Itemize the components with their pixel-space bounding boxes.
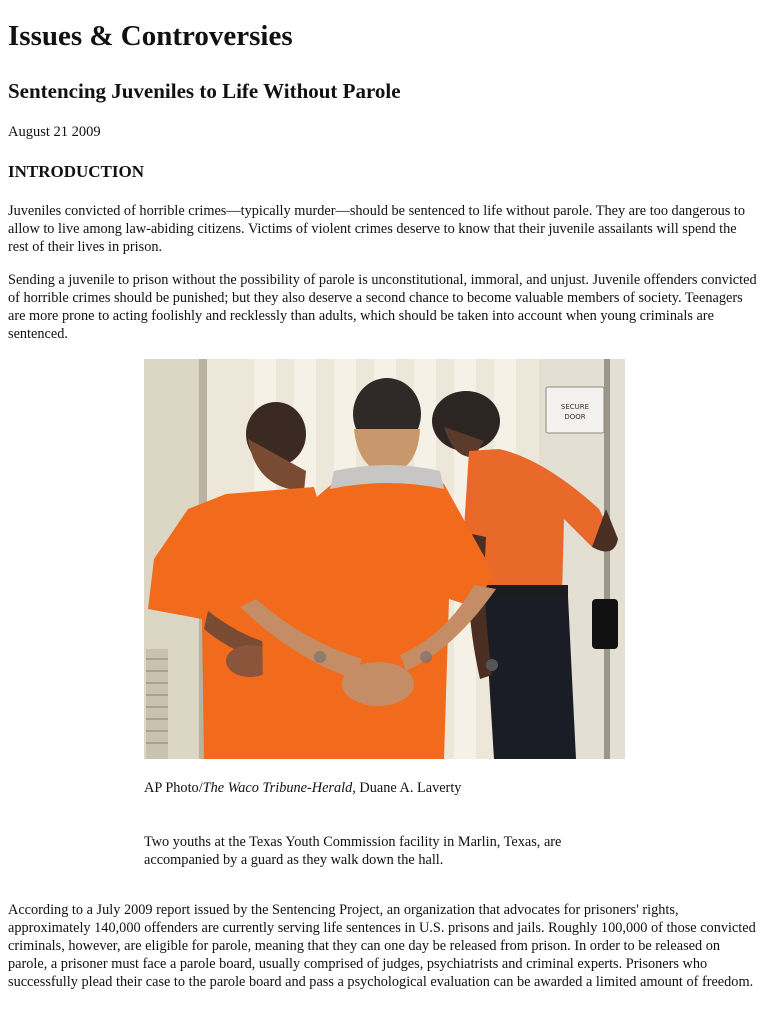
article-date: August 21 2009: [8, 124, 101, 140]
sign-line-2: DOOR: [564, 413, 586, 421]
paragraph-3: According to a July 2009 report issued by the Sentencing Project, an organization that advocates for prisoners' rights, approximately 140,000 offenders are currently serving life sentences in U.S. prisons and jails. Roughly 100,000 of those convicted criminals, however, are eligible for parole, meaning that they can one day be released from prison. In order to be released on parole, a prisoner must face a parole board, usually comprised of judges, psychiatrists and criminal experts. Prisoners who successfully plead their case to the parole board and pass a psychological evaluation can be awarded a limited amount of freedom.: [8, 902, 756, 990]
photo-caption: Two youths at the Texas Youth Commission facility in Marlin, Texas, are accompanied by a guard as they walk down the hall.: [144, 834, 562, 868]
credit-suffix: , Duane A. Laverty: [352, 780, 462, 796]
article-photo: [144, 359, 625, 759]
section-heading: INTRODUCTION: [8, 162, 145, 181]
credit-source: The Waco Tribune-Herald: [202, 780, 353, 796]
credit-prefix: AP Photo/: [144, 780, 203, 796]
site-heading: Issues & Controversies: [8, 20, 293, 52]
paragraph-1: Juveniles convicted of horrible crimes—typically murder—should be sentenced to life without parole. They are too dangerous to allow to live among law-abiding citizens. Victims of violent crimes deserve to know that their juvenile assailants will spend the rest of their lives in prison.: [8, 203, 746, 255]
paragraph-2: Sending a juvenile to prison without the possibility of parole is unconstitutional, immoral, and unjust. Juvenile offenders convicted of horrible crimes should be punished; but they also deserve a second chance to become valuable members of society. Teenagers are more prone to acting foolishly and recklessly than adults, which should be taken into account when young criminals are sentenced.: [8, 272, 757, 342]
sign-line-1: SECURE: [560, 403, 590, 411]
article-title: Sentencing Juveniles to Life Without Parole: [8, 79, 401, 103]
photo-credit: [144, 780, 461, 797]
prison-hallway-illustration: [144, 359, 625, 759]
